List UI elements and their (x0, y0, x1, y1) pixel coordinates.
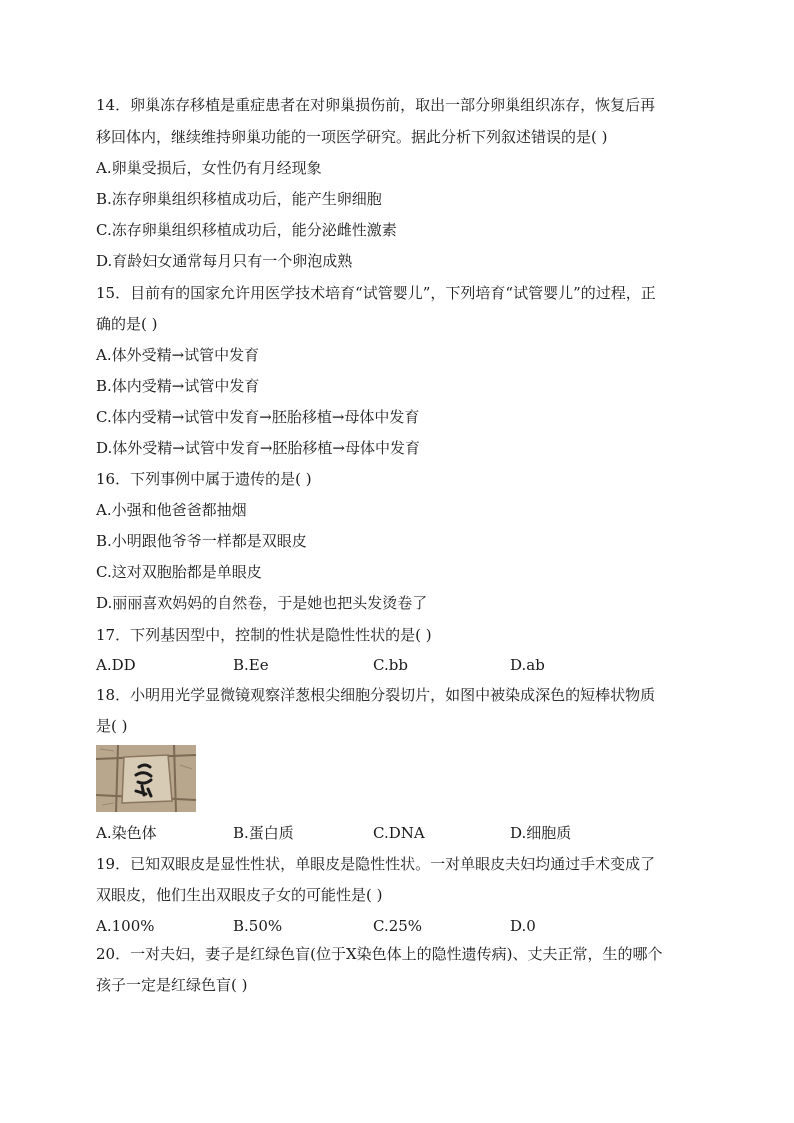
q15-option-c: C.体内受精→试管中发育→胚胎移植→母体中发育 (96, 408, 420, 426)
q18-stem-line-2: 是( ) (96, 717, 128, 735)
q15-option-b: B.体内受精→试管中发育 (96, 377, 260, 395)
q18-option-d: D.细胞质 (510, 824, 572, 842)
q16-option-d: D.丽丽喜欢妈妈的自然卷，于是她也把头发烫卷了 (96, 594, 428, 612)
q17-option-c: C.bb (373, 656, 408, 674)
q18-option-c: C.DNA (373, 824, 425, 842)
q16-option-a: A.小强和他爸爸都抽烟 (96, 501, 247, 519)
q14-stem-line-2: 移回体内，继续维持卵巢功能的一项医学研究。据此分析下列叙述错误的是( ) (96, 128, 608, 146)
q17-stem: 17．下列基因型中，控制的性状是隐性性状的是( ) (96, 626, 432, 644)
q15-option-a: A.体外受精→试管中发育 (96, 346, 260, 364)
q19-option-c: C.25% (373, 917, 423, 935)
q19-options (96, 915, 696, 937)
q15-option-d: D.体外受精→试管中发育→胚胎移植→母体中发育 (96, 439, 420, 457)
q17-option-a: A.DD (96, 656, 136, 674)
q18-option-a: A.染色体 (96, 824, 157, 842)
q19-stem-line-2: 双眼皮，他们生出双眼皮子女的可能性是( ) (96, 886, 383, 904)
q19-option-a: A.100% (96, 917, 155, 935)
q19-option-d: D.0 (510, 917, 536, 935)
q14-option-b: B.冻存卵巢组织移植成功后，能产生卵细胞 (96, 190, 382, 208)
q15-stem-line-2: 确的是( ) (96, 315, 158, 333)
q16-option-c: C.这对双胞胎都是单眼皮 (96, 563, 262, 581)
q20-stem-line-2: 孩子一定是红绿色盲( ) (96, 976, 248, 994)
q18-stem-line-1: 18．小明用光学显微镜观察洋葱根尖细胞分裂切片，如图中被染成深色的短棒状物质 (96, 686, 656, 704)
q20-stem-line-1: 20．一对夫妇，妻子是红绿色盲(位于X染色体上的隐性遗传病)、丈夫正常，生的哪个 (96, 945, 663, 963)
q18-options (96, 822, 696, 844)
q15-stem-line-1: 15．目前有的国家允许用医学技术培育“试管婴儿”，下列培育“试管婴儿”的过程，正 (96, 284, 656, 302)
q14-option-a: A.卵巢受损后，女性仍有月经现象 (96, 159, 322, 177)
q19-option-b: B.50% (233, 917, 283, 935)
q18-option-b: B.蛋白质 (233, 824, 294, 842)
q16-stem: 16．下列事例中属于遗传的是( ) (96, 470, 312, 488)
q16-option-b: B.小明跟他爷爷一样都是双眼皮 (96, 532, 307, 550)
q19-stem-line-1: 19．已知双眼皮是显性性状，单眼皮是隐性性状。一对单眼皮夫妇均通过手术变成了 (96, 855, 656, 873)
micrograph-image (96, 745, 196, 812)
q14-option-d: D.育龄妇女通常每月只有一个卵泡成熟 (96, 252, 353, 270)
q14-stem-line-1: 14．卵巢冻存移植是重症患者在对卵巢损伤前，取出一部分卵巢组织冻存，恢复后再 (96, 96, 656, 114)
q17-option-b: B.Ee (233, 656, 269, 674)
q14-option-c: C.冻存卵巢组织移植成功后，能分泌雌性激素 (96, 221, 397, 239)
q17-options (96, 654, 696, 676)
q17-option-d: D.ab (510, 656, 545, 674)
